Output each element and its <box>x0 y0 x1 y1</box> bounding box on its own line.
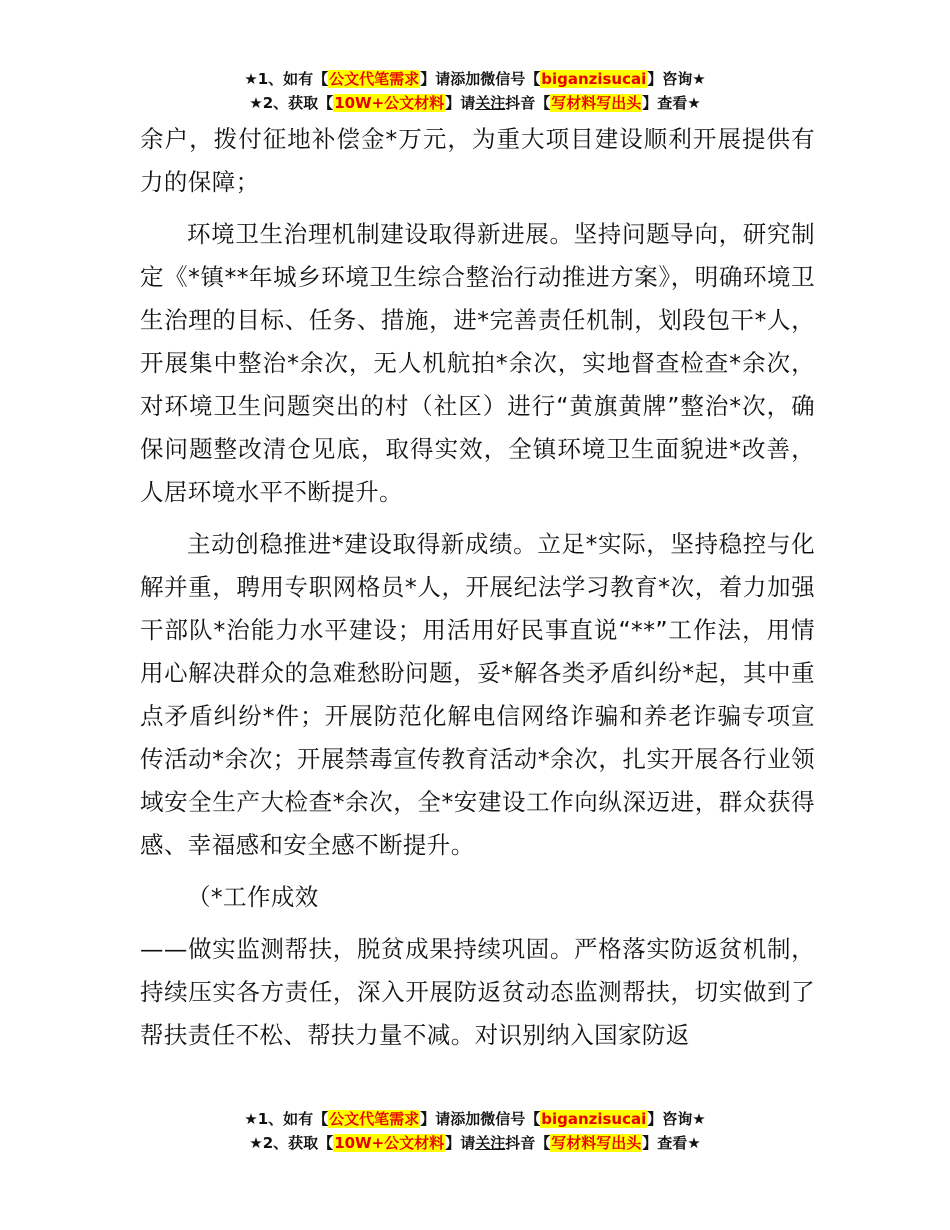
underlined-follow: 关注 <box>475 1134 506 1152</box>
banner-text: 抖音【 <box>505 1134 551 1152</box>
footer-banner <box>0 1107 950 1155</box>
banner-text: 】请 <box>445 94 476 112</box>
paragraph-continuation: 余户，拨付征地补偿金*万元，为重大项目建设顺利开展提供有力的保障； <box>140 125 815 196</box>
highlight-materials: 10W+公文材料 <box>334 94 445 112</box>
banner-line-2 <box>0 91 950 115</box>
banner-text: ★2、获取【 <box>249 94 334 112</box>
highlight-materials: 10W+公文材料 <box>334 1134 445 1152</box>
banner-text: 抖音【 <box>505 94 551 112</box>
document-body <box>140 118 815 1066</box>
header-banner <box>0 67 950 115</box>
banner-text: 】请 <box>445 1134 476 1152</box>
highlight-douyin-account: 写材料写出头 <box>551 94 642 112</box>
section-heading: （*工作成效 <box>187 883 319 911</box>
paragraph-stability: 主动创稳推进*建设取得新成绩。立足*实际，坚持稳控与化解并重，聘用专职网格员*人，开展纪法学习教育*次，着力加强干部队*治能力水平建设；用活用好民事直说“**”工作法，用情用心解决群众的急难愁盼问题，妥*解各类矛盾纠纷*起，其中重点矛盾纠纷*件；开展防范化解电信网络诈骗和养老诈骗专项宣传活动*余次；开展禁毒宣传教育活动*余次，扎实开展各行业领域安全生产大检查*余次，全*安建设工作向纵深迈进，群众获得感、幸福感和安全感不断提升。 <box>140 530 815 859</box>
paragraph-monitoring: ——做实监测帮扶，脱贫成果持续巩固。严格落实防返贫机制，持续压实各方责任，深入开展防返贫动态监测帮扶，切实做到了帮扶责任不松、帮扶力量不减。对识别纳入国家防返 <box>140 935 815 1049</box>
banner-text: 】咨询★ <box>647 70 706 88</box>
banner-text: 】咨询★ <box>647 1110 706 1128</box>
highlight-douyin-account: 写材料写出头 <box>551 1134 642 1152</box>
highlight-wechat-id: biganzisucai <box>541 1110 647 1128</box>
banner-line-2 <box>0 1131 950 1155</box>
underlined-follow: 关注 <box>475 94 506 112</box>
banner-text: 】查看★ <box>642 94 701 112</box>
highlight-service: 公文代笔需求 <box>329 70 420 88</box>
banner-text: ★1、如有【 <box>244 1110 329 1128</box>
banner-text: ★1、如有【 <box>244 70 329 88</box>
banner-line-1 <box>0 1107 950 1131</box>
banner-text: 】查看★ <box>642 1134 701 1152</box>
highlight-service: 公文代笔需求 <box>329 1110 420 1128</box>
banner-line-1 <box>0 67 950 91</box>
paragraph-environment: 环境卫生治理机制建设取得新进展。坚持问题导向，研究制定《*镇**年城乡环境卫生综合整治行动推进方案》，明确环境卫生治理的目标、任务、措施，进*完善责任机制，划段包干*人，开展集中整治*余次，无人机航拍*余次，实地督查检查*余次，对环境卫生问题突出的村（社区）进行“黄旗黄牌”整治*次，确保问题整改清仓见底，取得实效，全镇环境卫生面貌进*改善，人居环境水平不断提升。 <box>140 220 815 506</box>
banner-text: ★2、获取【 <box>249 1134 334 1152</box>
highlight-wechat-id: biganzisucai <box>541 70 647 88</box>
banner-text: 】请添加微信号【 <box>420 70 541 88</box>
banner-text: 】请添加微信号【 <box>420 1110 541 1128</box>
